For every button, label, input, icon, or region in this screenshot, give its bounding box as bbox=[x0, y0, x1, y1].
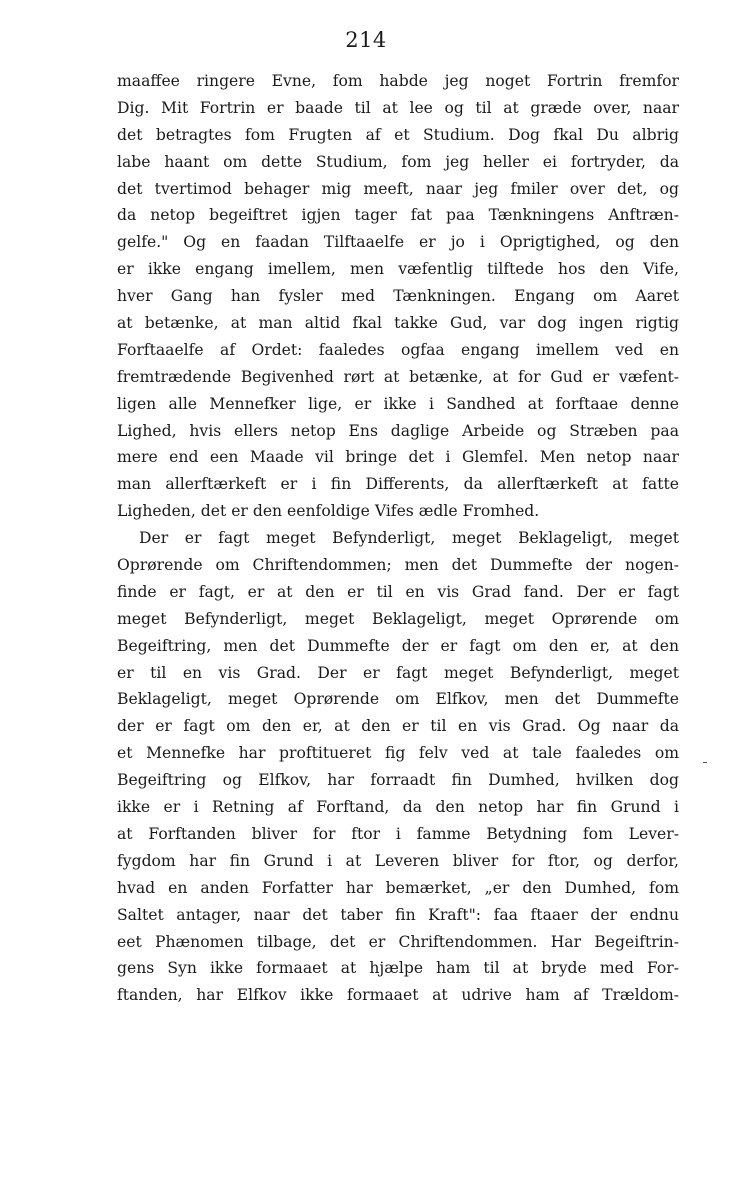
text-line: finde er fagt, er at den er til en vis Grad fand. Der er fagt bbox=[117, 582, 679, 601]
text-line: mere end een Maade vil bringe det i Glemfel. Men netop naar bbox=[117, 448, 679, 467]
text-line: Dig. Mit Fortrin er baade til at lee og til at græde over, naar bbox=[117, 98, 679, 117]
text-line: labe haant om dette Studium, fom jeg heller ei fortryder, da bbox=[117, 152, 679, 171]
text-line: maaffee ringere Evne, fom habde jeg noget Fortrin fremfor bbox=[117, 72, 679, 90]
text-line: der er fagt om den er, at den er til en vis Grad. Og naar da bbox=[117, 717, 679, 736]
text-line: ligen alle Mennefker lige, er ikke i Sandhed at forftaae denne bbox=[117, 394, 679, 413]
text-line: fremtrædende Begivenhed rørt at betænke, at for Gud er væfent- bbox=[117, 367, 679, 386]
text-line: Begeiftring og Elfkov, har forraadt fin Dumhed, hvilken dog bbox=[117, 771, 679, 790]
text-line: er ikke engang imellem, men væfentlig tilftede hos den Vife, bbox=[117, 260, 679, 279]
text-line: hver Gang han fysler med Tænkningen. Engang om Aaret bbox=[117, 287, 679, 306]
text-line: Beklageligt, meget Oprørende om Elfkov, men det Dummefte bbox=[117, 690, 679, 709]
text-line: Begeiftring, men det Dummefte der er fagt om den er, at den bbox=[117, 636, 679, 655]
text-line: man allerftærkeft er i fin Differents, da allerftærkeft at fatte bbox=[117, 475, 679, 494]
text-line: Oprørende om Chriftendommen; men det Dummefte der nogen- bbox=[117, 556, 679, 575]
text-line: det tvertimod behager mig meeft, naar jeg fmiler over det, og bbox=[117, 179, 679, 198]
text-line: at betænke, at man altid fkal takke Gud, var dog ingen rigtig bbox=[117, 314, 679, 333]
text-line: et Mennefke har proftitueret fig felv ved at tale faaledes om bbox=[117, 744, 679, 763]
text-line: Saltet antager, naar det taber fin Kraft": faa ftaaer der endnu bbox=[117, 905, 679, 924]
text-line: gelfe." Og en faadan Tilftaaelfe er jo i Oprigtighed, og den bbox=[117, 233, 679, 252]
margin-mark bbox=[703, 762, 707, 763]
text-line: Forftaaelfe af Ordet: faaledes ogfaa engang imellem ved en bbox=[117, 340, 679, 359]
text-line: meget Befynderligt, meget Beklageligt, meget Oprørende om bbox=[117, 609, 679, 628]
text-line: at Forftanden bliver for ftor i famme Betydning fom Lever- bbox=[117, 824, 679, 843]
text-line: da netop begeiftret igjen tager fat paa Tænkningens Anftræn- bbox=[117, 206, 679, 225]
text-line: fygdom har fin Grund i at Leveren bliver for ftor, og derfor, bbox=[117, 851, 679, 870]
text-line: hvad en anden Forfatter har bemærket, „er den Dumhed, fom bbox=[117, 878, 679, 897]
page-number: 214 bbox=[345, 28, 387, 52]
text-line: Der er fagt meget Befynderligt, meget Beklageligt, meget bbox=[139, 529, 679, 548]
text-line: Ligheden, det er den eenfoldige Vifes ædle Fromhed. bbox=[117, 502, 540, 521]
text-line: det betragtes fom Frugten af et Studium. Dog fkal Du albrig bbox=[117, 125, 679, 144]
body-text bbox=[117, 68, 679, 1009]
text-line: Lighed, hvis ellers netop Ens daglige Arbeide og Stræben paa bbox=[117, 421, 679, 440]
text-line: ftanden, har Elfkov ikke formaaet at udrive ham af Trældom- bbox=[117, 986, 679, 1005]
text-line: ikke er i Retning af Forftand, da den netop har fin Grund i bbox=[117, 798, 679, 817]
text-line: eet Phænomen tilbage, det er Chriftendommen. Har Begeiftrin- bbox=[117, 932, 679, 951]
text-line: er til en vis Grad. Der er fagt meget Befynderligt, meget bbox=[117, 663, 679, 682]
text-line: gens Syn ikke formaaet at hjælpe ham til at bryde med For- bbox=[117, 959, 679, 978]
